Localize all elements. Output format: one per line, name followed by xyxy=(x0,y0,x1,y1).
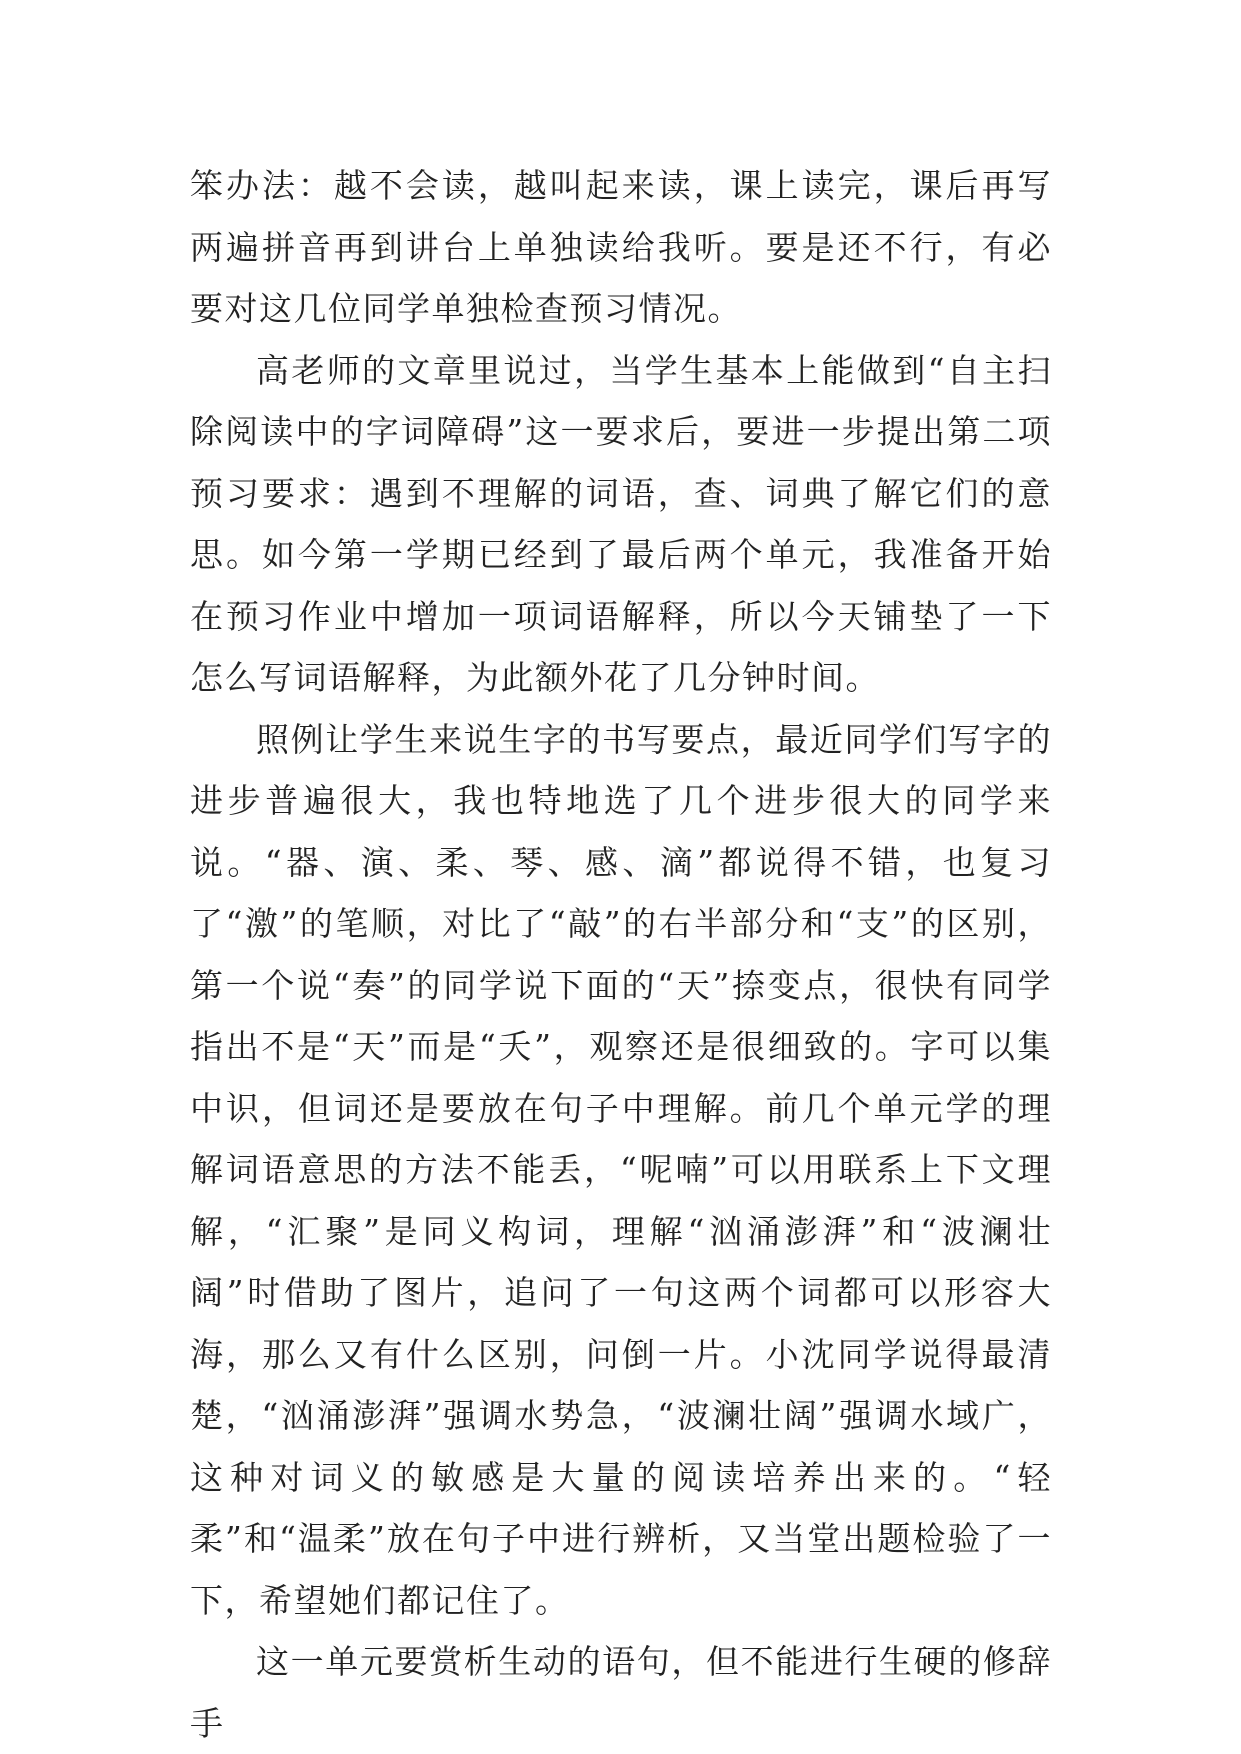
paragraph-4: 这一单元要赏析生动的语句，但不能进行生硬的修辞手 xyxy=(190,1642,1052,1743)
paragraph-2: 高老师的文章里说过，当学生基本上能做到“自主扫除阅读中的字词障碍”这一要求后，要进一步提出第二项预习要求：遇到不理解的词语，查、词典了解它们的意思。如今第一学期已经到了最后两个单元，我准备开始在预习作业中增加一项词语解释，所以今天铺垫了一下怎么写词语解释，为此额外花了几分钟时间。 xyxy=(190,350,1052,697)
document-body xyxy=(190,155,1052,1754)
paragraph-1: 笨办法：越不会读，越叫起来读，课上读完，课后再写两遍拼音再到讲台上单独读给我听。要是还不行，有必要对这几位同学单独检查预习情况。 xyxy=(190,166,1052,328)
paragraph-3: 照例让学生来说生字的书写要点，最近同学们写字的进步普遍很大，我也特地选了几个进步很大的同学来说。“器、演、柔、琴、感、滴”都说得不错，也复习了“激”的笔顺，对比了“敲”的右半部分和“支”的区别，第一个说“奏”的同学说下面的“天”捺变点，很快有同学指出不是“天”而是“夭”，观察还是很细致的。字可以集中识，但词还是要放在句子中理解。前几个单元学的理解词语意思的方法不能丢，“呢喃”可以用联系上下文理解，“汇聚”是同义构词，理解“汹涌澎湃”和“波澜壮阔”时借助了图片，追问了一句这两个词都可以形容大海，那么又有什么区别，问倒一片。小沈同学说得最清楚，“汹涌澎湃”强调水势急，“波澜壮阔”强调水域广，这种对词义的敏感是大量的阅读培养出来的。“轻柔”和“温柔”放在句子中进行辨析，又当堂出题检验了一下，希望她们都记住了。 xyxy=(190,719,1052,1620)
